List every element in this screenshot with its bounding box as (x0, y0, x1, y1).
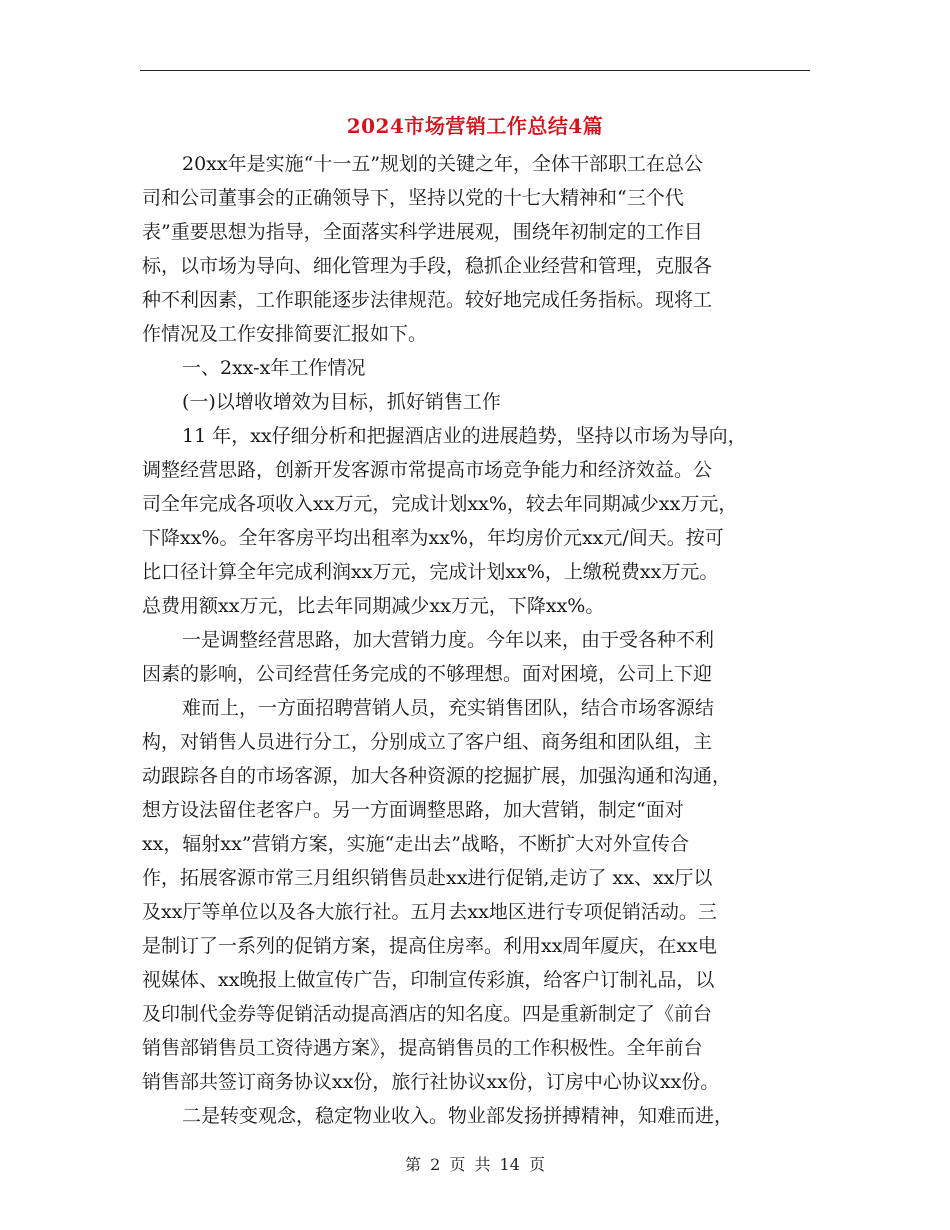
text-line: 是制订了一系列的促销方案，提高住房率。利用xx周年厦庆，在xx电 (142, 935, 717, 957)
header-rule (140, 70, 810, 71)
text-line: 标，以市场为导向、细化管理为手段，稳抓企业经营和管理，克服各 (142, 255, 713, 277)
text-line: 种不利因素，工作职能逐步法律规范。较好地完成任务指标。现将工 (142, 289, 713, 311)
text-line: 二是转变观念，稳定物业收入。物业部发扬拼搏精神，知难而进， (182, 1105, 734, 1127)
text-line: 20xx年是实施“十一五”规划的关键之年，全体干部职工在总公 (182, 153, 704, 175)
text-line: 11 年，xx仔细分析和把握酒店业的进展趋势，坚持以市场为导向， (182, 425, 747, 447)
document-body (142, 147, 814, 1133)
text-line: 司和公司董事会的正确领导下，坚持以党的十七大精神和“三个代 (142, 187, 684, 209)
text-line: 司全年完成各项收入xx万元，完成计划xx%，较去年同期减少xx万元， (142, 493, 738, 515)
text-line: 动跟踪各自的市场客源，加大各种资源的挖掘扩展，加强沟通和沟通， (142, 765, 732, 787)
text-line: 难而上，一方面招聘营销人员，充实销售团队，结合市场客源结 (182, 697, 715, 719)
text-line: 一、2xx-x年工作情况 (182, 357, 366, 379)
text-line: (一)以增收增效为目标，抓好销售工作 (182, 391, 501, 413)
text-line: 及印制代金券等促销活动提高酒店的知名度。四是重新制定了《前台 (142, 1003, 713, 1025)
page-footer: 第 2 页 共 14 页 (405, 1155, 545, 1174)
document-title: 2024市场营销工作总结4篇 (346, 114, 604, 138)
text-line: 视媒体、xx晚报上做宣传广告，印制宣传彩旗，给客户订制礼品，以 (142, 969, 715, 991)
text-line: 总费用额xx万元，比去年同期减少xx万元，下降xx%。 (142, 595, 605, 617)
text-line: 想方设法留住老客户。另一方面调整思路，加大营销，制定“面对 (142, 799, 684, 821)
text-line: 因素的影响，公司经营任务完成的不够理想。面对困境，公司上下迎 (142, 663, 713, 685)
text-line: 及xx厅等单位以及各大旅行社。五月去xx地区进行专项促销活动。三 (142, 901, 717, 923)
text-line: xx，辐射xx”营销方案，实施“走出去”战略，不断扩大对外宣传合 (142, 833, 690, 855)
text-line: 一是调整经营思路，加大营销力度。今年以来，由于受各种不利 (182, 629, 715, 651)
text-line: 表”重要思想为指导，全面落实科学进展观，围绕年初制定的工作目 (142, 221, 703, 243)
text-line: 下降xx%。全年客房平均出租率为xx%，年均房价元xx元/间天。按可 (142, 527, 724, 549)
text-line: 比口径计算全年完成利润xx万元，完成计划xx%，上缴税费xx万元。 (142, 561, 719, 583)
text-line: 构，对销售人员进行分工，分别成立了客户组、商务组和团队组，主 (142, 731, 713, 753)
text-line: 作，拓展客源市常三月组织销售员赴xx进行促销,走访了 xx、xx厅以 (142, 867, 713, 889)
text-line: 销售部共签订商务协议xx份，旅行社协议xx份，订房中心协议xx份。 (142, 1071, 720, 1093)
text-line: 销售部销售员工资待遇方案》，提高销售员的工作积极性。全年前台 (142, 1037, 703, 1059)
text-line: 调整经营思路，创新开发客源市常提高市场竞争能力和经济效益。公 (142, 459, 713, 481)
text-line: 作情况及工作安排简要汇报如下。 (142, 323, 428, 345)
